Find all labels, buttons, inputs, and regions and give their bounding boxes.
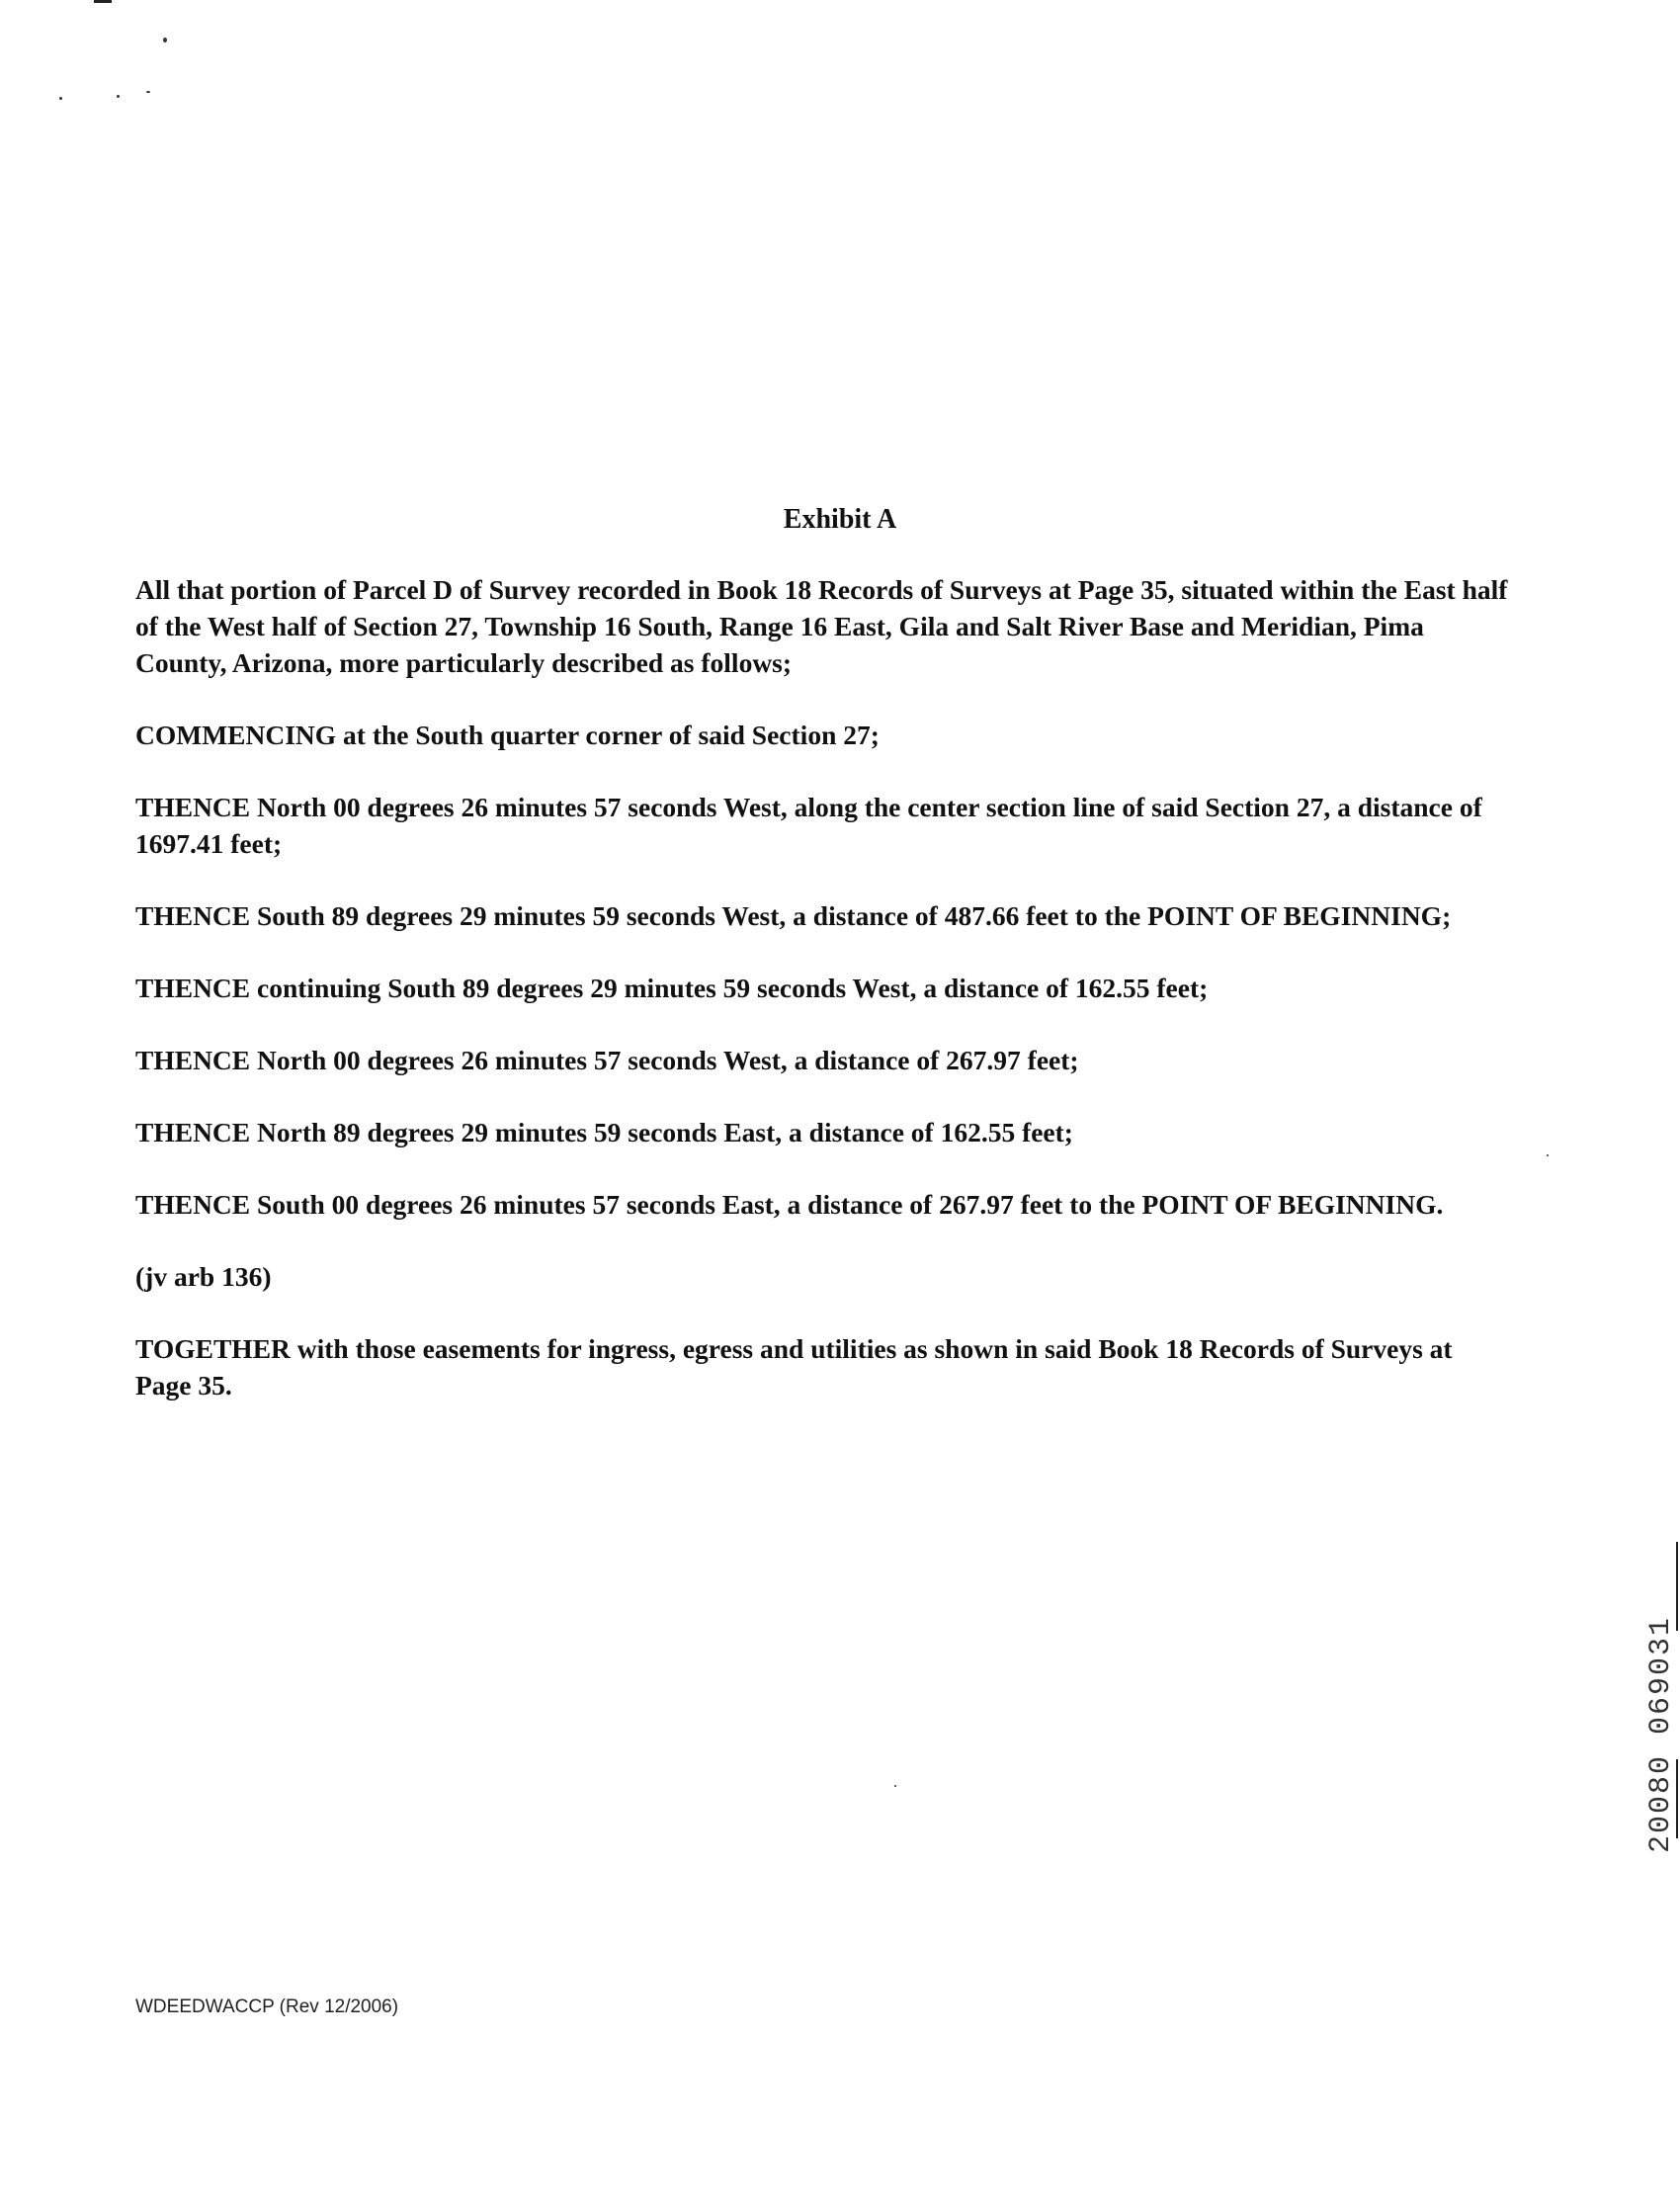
recording-stamp [1611, 1596, 1678, 1853]
scan-edge-mark [94, 0, 112, 3]
form-code: WDEEDWACCP (Rev 12/2006) [135, 1996, 399, 2017]
recording-stamp-number: 20080 069031 [1644, 1615, 1678, 1853]
scan-speck [59, 97, 62, 100]
scan-speck [146, 91, 150, 93]
parcel-description-paragraph: All that portion of Parcel D of Survey recorded in Book 18 Records of Surveys at Page 35, situated within the East half of the West half of Section 27, Township 16 South, Range 16 East, Gila and Salt River Base and Meridian, Pima County, Arizona, more particularly described as follows; [135, 574, 1508, 678]
scan-speck [1547, 1154, 1549, 1156]
document-title: Exhibit A [783, 504, 897, 535]
course-paragraph: THENCE North 00 degrees 26 minutes 57 seconds West, a distance of 267.97 feet; [135, 1045, 1079, 1075]
legal-description [135, 571, 1509, 1439]
course-paragraph: THENCE North 89 degrees 29 minutes 59 seconds East, a distance of 162.55 feet; [135, 1117, 1073, 1147]
easements-paragraph: TOGETHER with those easements for ingress, egress and utilities as shown in said Book 18 Records of Surveys at Page 35. [135, 1333, 1453, 1401]
course-paragraph: THENCE South 00 degrees 26 minutes 57 seconds East, a distance of 267.97 feet to the POINT OF BEGINNING. [135, 1189, 1444, 1220]
course-paragraph: THENCE North 00 degrees 26 minutes 57 seconds West, along the center section line of said Section 27, a distance of 1697.41 feet; [135, 792, 1482, 859]
commencing-paragraph: COMMENCING at the South quarter corner of said Section 27; [135, 720, 880, 750]
course-paragraph: THENCE South 89 degrees 29 minutes 59 seconds West, a distance of 487.66 feet to the POINT OF BEGINNING; [135, 900, 1452, 931]
scan-speck [163, 38, 167, 42]
scan-speck [117, 95, 120, 98]
reference-note: (jv arb 136) [135, 1261, 272, 1292]
course-paragraph: THENCE continuing South 89 degrees 29 minutes 59 seconds West, a distance of 162.55 feet; [135, 973, 1209, 1003]
scan-speck [894, 1785, 896, 1787]
